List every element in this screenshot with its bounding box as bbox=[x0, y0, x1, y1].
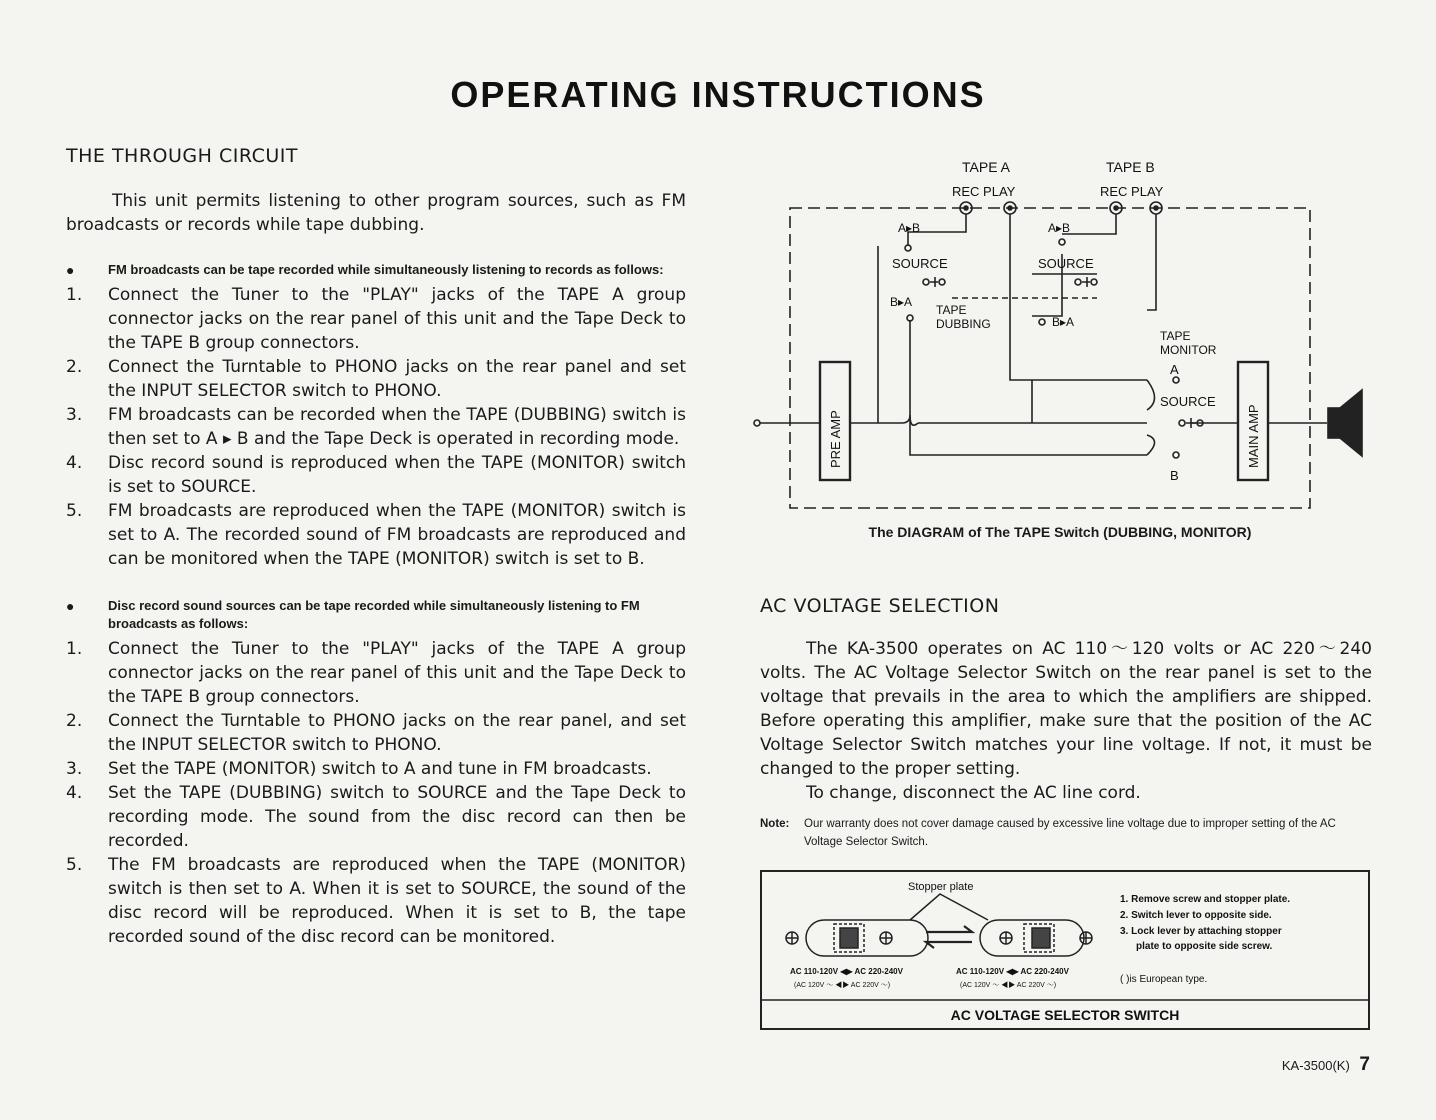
step-number: 2. bbox=[66, 711, 83, 731]
left-voltage-label: AC 110-120V ◀▶ AC 220-240V bbox=[790, 967, 903, 976]
ac-voltage-heading: AC VOLTAGE SELECTION bbox=[760, 595, 1000, 617]
step-number: 5. bbox=[66, 855, 83, 875]
bullet-icon: ● bbox=[66, 598, 75, 614]
selector-step: 2. Switch lever to opposite side. bbox=[1120, 910, 1272, 921]
speaker-icon bbox=[1328, 408, 1340, 438]
source-label: SOURCE bbox=[1038, 256, 1094, 271]
ac-voltage-para2: To change, disconnect the AC line cord. bbox=[806, 783, 1141, 803]
step-text: Connect the Turntable to PHONO jacks on the rear panel, and set the INPUT SELECTOR switch to PHONO. bbox=[108, 711, 686, 755]
swap-arrow-icon bbox=[926, 926, 972, 948]
list-item bbox=[66, 757, 686, 781]
voltage-selector-figure bbox=[760, 870, 1370, 1030]
step-text: Connect the Tuner to the "PLAY" jacks of the TAPE A group connector jacks on the rear panel of this unit and the Tape Deck to the TAPE B group connectors. bbox=[108, 639, 686, 707]
step-number: 4. bbox=[66, 783, 83, 803]
step-text: FM broadcasts can be recorded when the TAPE (DUBBING) switch is then set to A ▸ B and the Tape Deck is operated in recording mode. bbox=[108, 405, 686, 449]
tape-switch-diagram bbox=[752, 150, 1382, 560]
step-number: 1. bbox=[66, 285, 83, 305]
b-to-a-label: B▸A bbox=[1052, 315, 1075, 329]
selector-step: 3. Lock lever by attaching stopper plate to opposite side screw. bbox=[1120, 926, 1282, 952]
tape-monitor-label: TAPE bbox=[1160, 329, 1191, 343]
tape-a-label: TAPE A bbox=[962, 159, 1010, 175]
source-label: SOURCE bbox=[892, 256, 948, 271]
list-item bbox=[66, 781, 686, 853]
group1-steps bbox=[66, 283, 686, 571]
list-item bbox=[66, 355, 686, 403]
step-text: Connect the Tuner to the "PLAY" jacks of the TAPE A group connector jacks on the rear panel of this unit and the Tape Deck to the TAPE B group connectors. bbox=[108, 285, 686, 353]
list-item bbox=[66, 451, 686, 499]
tape-dubbing-label: DUBBING bbox=[936, 317, 991, 331]
tape-monitor-label: MONITOR bbox=[1160, 343, 1217, 357]
step-number: 3. bbox=[66, 759, 83, 779]
selector-figure-title: AC VOLTAGE SELECTOR SWITCH bbox=[950, 1007, 1180, 1023]
group2-steps bbox=[66, 637, 686, 949]
step-number: 1. bbox=[66, 639, 83, 659]
step-number: 4. bbox=[66, 453, 83, 473]
page-footer bbox=[1282, 1054, 1370, 1076]
list-item bbox=[66, 283, 686, 355]
list-item bbox=[66, 709, 686, 757]
step-text: Disc record sound is reproduced when the TAPE (MONITOR) switch is set to SOURCE. bbox=[108, 453, 686, 497]
group1-heading-text: FM broadcasts can be tape recorded while simultaneously listening to records as follows: bbox=[108, 262, 664, 277]
through-circuit-section bbox=[66, 145, 686, 949]
rec-play-a-label: REC PLAY bbox=[952, 184, 1016, 199]
note-text: Our warranty does not cover damage caused by excessive line voltage due to improper setting of the AC Voltage Selector Switch. bbox=[804, 818, 1336, 848]
a-to-b-label: A▸B bbox=[898, 221, 921, 235]
group1-heading bbox=[66, 261, 686, 279]
diagram-caption: The DIAGRAM of The TAPE Switch (DUBBING, MONITOR) bbox=[868, 524, 1252, 540]
footer-model: KA-3500(K) bbox=[1281, 1058, 1350, 1073]
through-circuit-heading: THE THROUGH CIRCUIT bbox=[66, 145, 298, 167]
bullet-icon: ● bbox=[66, 262, 75, 278]
through-circuit-intro: This unit permits listening to other program sources, such as FM broadcasts or records while tape dubbing. bbox=[66, 191, 686, 235]
rec-play-b-label: REC PLAY bbox=[1100, 184, 1164, 199]
b-to-a-label: B▸A bbox=[890, 295, 913, 309]
tape-b-label: TAPE B bbox=[1106, 159, 1155, 175]
ac-voltage-para1: The KA-3500 operates on AC 110～120 volts or AC 220～240 volts. The AC Voltage Selector Switch on the rear panel is set to the voltage that prevails in the area to which the amplifiers are shipped. Before operating this amplifier, make sure that the position of the AC Voltage Selector Switch matches your line voltage. If not, it must be changed to the proper setting. bbox=[760, 639, 1372, 779]
monitor-b-label: B bbox=[1170, 468, 1179, 483]
ac-voltage-section bbox=[760, 595, 1372, 851]
step-text: Set the TAPE (MONITOR) switch to A and tune in FM broadcasts. bbox=[108, 759, 652, 779]
left-voltage-label-eu: (AC 120V ～ ◀▶ AC 220V ～) bbox=[794, 982, 891, 989]
right-voltage-label-eu: (AC 120V ～ ◀▶ AC 220V ～) bbox=[960, 982, 1057, 989]
stopper-plate-label: Stopper plate bbox=[908, 881, 974, 893]
step-number: 2. bbox=[66, 357, 83, 377]
step-text: The FM broadcasts are reproduced when the TAPE (MONITOR) switch is then set to A. When it is set to SOURCE, the sound of the disc record will be reproduced. When it is set to B, the tape recorded sound of the disc record can be monitored. bbox=[108, 855, 686, 947]
list-item bbox=[66, 637, 686, 709]
right-voltage-label: AC 110-120V ◀▶ AC 220-240V bbox=[956, 967, 1069, 976]
warranty-note bbox=[760, 815, 1372, 851]
list-item bbox=[66, 499, 686, 571]
pre-amp-label: PRE AMP bbox=[828, 410, 843, 468]
page-title: OPERATING INSTRUCTIONS bbox=[450, 74, 986, 115]
page-number: 7 bbox=[1359, 1054, 1370, 1075]
switch-icon bbox=[806, 920, 928, 956]
chassis-border bbox=[790, 208, 1310, 508]
european-type-note: ( )is European type. bbox=[1120, 974, 1208, 985]
step-text: Connect the Turntable to PHONO jacks on the rear panel and set the INPUT SELECTOR switch to PHONO. bbox=[108, 357, 686, 401]
monitor-a-label: A bbox=[1170, 362, 1179, 377]
list-item bbox=[66, 403, 686, 451]
group2-heading bbox=[66, 597, 686, 633]
selector-step: 1. Remove screw and stopper plate. bbox=[1120, 894, 1291, 905]
monitor-source-label: SOURCE bbox=[1160, 394, 1216, 409]
list-item bbox=[66, 853, 686, 949]
a-to-b-label: A▸B bbox=[1048, 221, 1071, 235]
tape-dubbing-label: TAPE bbox=[936, 303, 967, 317]
note-label: Note: bbox=[760, 818, 790, 830]
step-text: Set the TAPE (DUBBING) switch to SOURCE and the Tape Deck to recording mode. The sound from the disc record can then be recorded. bbox=[108, 783, 686, 851]
main-amp-label: MAIN AMP bbox=[1246, 404, 1261, 468]
group2-heading-text: Disc record sound sources can be tape recorded while simultaneously listening to FM broadcasts as follows: bbox=[108, 598, 640, 631]
step-text: FM broadcasts are reproduced when the TAPE (MONITOR) switch is set to A. The recorded sound of FM broadcasts are reproduced and can be monitored when the TAPE (MONITOR) switch is set to B. bbox=[108, 501, 686, 569]
step-number: 5. bbox=[66, 501, 83, 521]
step-number: 3. bbox=[66, 405, 83, 425]
